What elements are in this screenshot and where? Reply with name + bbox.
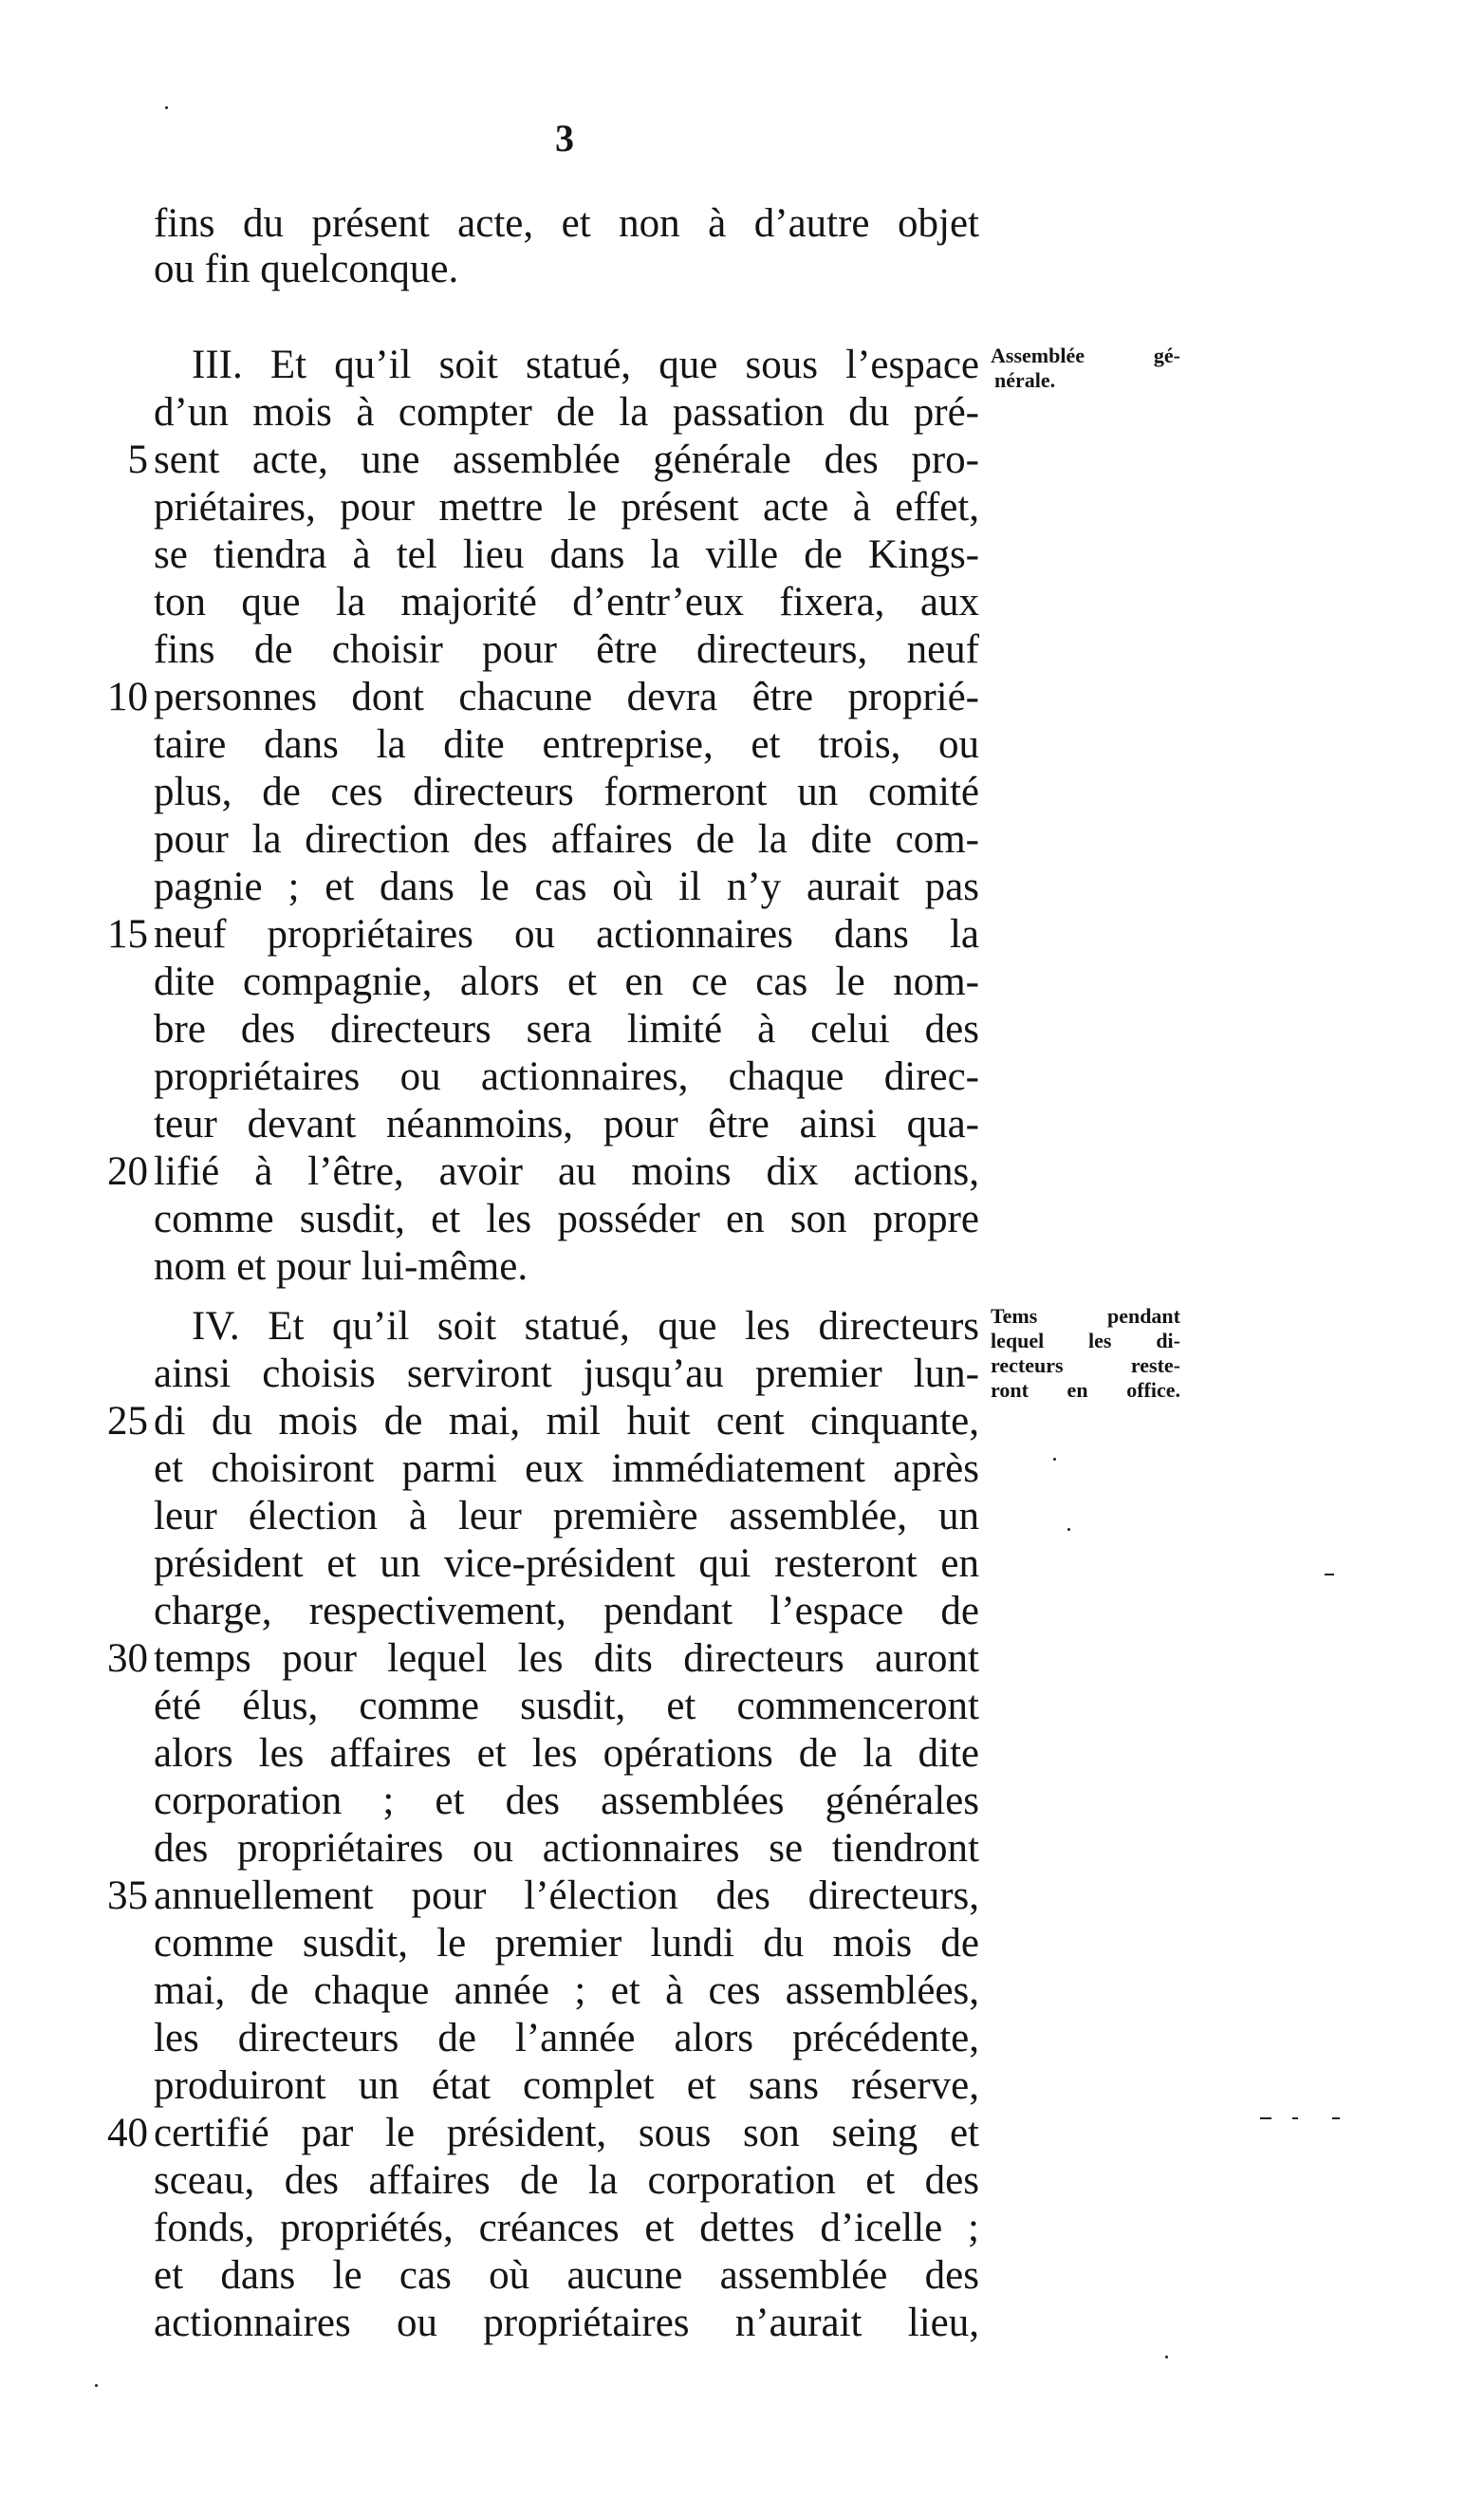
line-number: 5 bbox=[127, 438, 148, 482]
text-line: les directeurs de l’année alors précédente, bbox=[154, 2016, 979, 2060]
text-line: leur élection à leur première assemblée, un bbox=[154, 1494, 979, 1538]
line-number: 25 bbox=[107, 1399, 148, 1444]
text-line: ou fin quelconque. bbox=[154, 247, 459, 291]
text-line: fins du présent acte, et non à d’autre objet bbox=[154, 201, 979, 246]
text-line: comme susdit, le premier lundi du mois de bbox=[154, 1921, 979, 1966]
print-speck bbox=[1053, 1458, 1056, 1461]
margin-note-line: nérale. bbox=[994, 368, 1056, 392]
text-line: fonds, propriétés, créances et dettes d’icelle ; bbox=[154, 2206, 979, 2250]
margin-note-line: lequel les di- bbox=[991, 1329, 1180, 1352]
margin-note-line: ront en office. bbox=[991, 1378, 1180, 1402]
text-line: personnes dont chacune devra être proprié- bbox=[154, 675, 979, 719]
text-line: des propriétaires ou actionnaires se tiendront bbox=[154, 1826, 979, 1871]
print-speck bbox=[1165, 2356, 1168, 2358]
text-line: produiront un état complet et sans réserve, bbox=[154, 2063, 979, 2108]
text-line: président et un vice-président qui resteront en bbox=[154, 1541, 979, 1586]
text-line: certifié par le président, sous son seing et bbox=[154, 2111, 979, 2155]
text-line: sent acte, une assemblée générale des pro- bbox=[154, 438, 979, 482]
text-line: et choisiront parmi eux immédiatement après bbox=[154, 1446, 979, 1491]
print-speck bbox=[1325, 1574, 1334, 1575]
text-line: dite compagnie, alors et en ce cas le nom- bbox=[154, 960, 979, 1004]
text-line: ainsi choisis serviront jusqu’au premier lun- bbox=[154, 1351, 979, 1396]
line-number: 30 bbox=[107, 1636, 148, 1681]
line-number: 40 bbox=[107, 2111, 148, 2155]
margin-note-line: recteurs reste- bbox=[991, 1353, 1180, 1377]
margin-note-line: Tems pendant bbox=[991, 1304, 1180, 1328]
text-line: et dans le cas où aucune assemblée des bbox=[154, 2253, 979, 2298]
print-speck bbox=[1260, 2117, 1271, 2119]
text-line: propriétaires ou actionnaires, chaque direc- bbox=[154, 1054, 979, 1099]
text-line: plus, de ces directeurs formeront un comité bbox=[154, 770, 979, 814]
text-line: sceau, des affaires de la corporation et des bbox=[154, 2158, 979, 2203]
text-line: nom et pour lui-même. bbox=[154, 1244, 529, 1289]
text-line: teur devant néanmoins, pour être ainsi qua- bbox=[154, 1102, 979, 1146]
text-line: comme susdit, et les posséder en son propre bbox=[154, 1197, 979, 1241]
print-speck bbox=[165, 106, 168, 109]
text-line: IV. Et qu’il soit statué, que les directeurs bbox=[192, 1304, 979, 1349]
text-line: ton que la majorité d’entr’eux fixera, aux bbox=[154, 580, 979, 624]
text-line: été élus, comme susdit, et commenceront bbox=[154, 1684, 979, 1728]
text-line: lifié à l’être, avoir au moins dix actions, bbox=[154, 1149, 979, 1194]
text-line: di du mois de mai, mil huit cent cinquante, bbox=[154, 1399, 979, 1444]
text-line: actionnaires ou propriétaires n’aurait lieu, bbox=[154, 2301, 979, 2345]
margin-note-general-assembly bbox=[991, 344, 1180, 393]
line-number: 20 bbox=[107, 1149, 148, 1194]
line-number: 35 bbox=[107, 1873, 148, 1918]
page-number: 3 bbox=[555, 117, 574, 159]
text-line: III. Et qu’il soit statué, que sous l’espace bbox=[192, 343, 979, 387]
text-line: charge, respectivement, pendant l’espace de bbox=[154, 1589, 979, 1633]
text-line: se tiendra à tel lieu dans la ville de Kings- bbox=[154, 532, 979, 577]
text-line: corporation ; et des assemblées générales bbox=[154, 1779, 979, 1823]
line-number: 15 bbox=[107, 912, 148, 957]
print-speck bbox=[1332, 2117, 1340, 2119]
text-line: neuf propriétaires ou actionnaires dans la bbox=[154, 912, 979, 957]
print-speck bbox=[1292, 2117, 1298, 2119]
text-line: priétaires, pour mettre le présent acte à effet, bbox=[154, 485, 979, 530]
margin-note-line: Assemblée gé- bbox=[991, 344, 1180, 367]
text-line: mai, de chaque année ; et à ces assemblées, bbox=[154, 1968, 979, 2013]
text-line: bre des directeurs sera limité à celui des bbox=[154, 1007, 979, 1052]
text-line: alors les affaires et les opérations de la dite bbox=[154, 1731, 979, 1776]
text-line: taire dans la dite entreprise, et trois, ou bbox=[154, 722, 979, 767]
print-speck bbox=[1067, 1528, 1070, 1531]
text-line: d’un mois à compter de la passation du pré- bbox=[154, 390, 979, 435]
print-speck bbox=[95, 2384, 98, 2387]
text-line: temps pour lequel les dits directeurs auront bbox=[154, 1636, 979, 1681]
text-line: pour la direction des affaires de la dite com- bbox=[154, 817, 979, 862]
text-line: annuellement pour l’élection des directeurs, bbox=[154, 1873, 979, 1918]
line-number: 10 bbox=[107, 675, 148, 719]
text-line: fins de choisir pour être directeurs, neuf bbox=[154, 627, 979, 672]
text-line: pagnie ; et dans le cas où il n’y aurait pas bbox=[154, 865, 979, 909]
margin-note-term-of-office bbox=[991, 1304, 1180, 1403]
